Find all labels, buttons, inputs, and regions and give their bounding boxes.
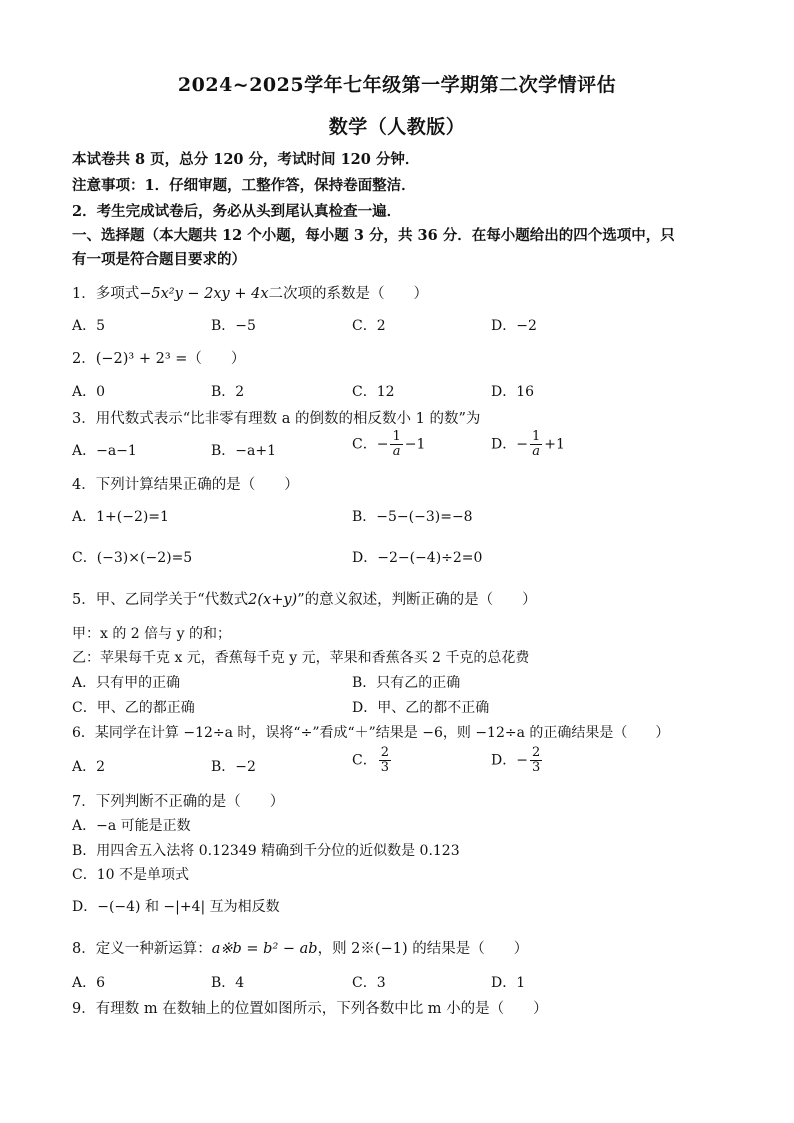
q5-option-b: B．只有乙的正确 — [352, 675, 461, 691]
q4-option-a: A．1+(−2)=1 — [72, 509, 169, 525]
q7-option-d: D．−(−4) 和 −|+4| 互为相反数 — [72, 899, 280, 915]
fraction-numerator: 2 — [531, 745, 541, 760]
q6-option-d — [491, 746, 544, 775]
q8-suffix: ，则 2※(−1) 的结果是（ ） — [317, 941, 529, 957]
fraction-numerator: 2 — [380, 745, 389, 760]
q1-suffix: 二次项的系数是（ ） — [268, 286, 429, 302]
q5-option-c: C．甲、乙的都正确 — [72, 700, 195, 716]
q1-option-c: C．2 — [352, 318, 386, 334]
q6-option-c — [352, 746, 393, 775]
q8-expression: a※b = b² − ab — [211, 941, 318, 957]
question-4: 4．下列计算结果正确的是（ ） — [72, 477, 299, 493]
fraction-numerator: 1 — [531, 429, 541, 444]
q5-statement-yi: 乙：苹果每千克 x 元，香蕉每千克 y 元，苹果和香蕉各买 2 千克的总花费 — [72, 650, 530, 666]
q2-prefix: 2． — [72, 351, 96, 367]
q4-option-c: C．(−3)×(−2)=5 — [72, 550, 193, 566]
q5-prefix: 5．甲、乙同学关于“代数式 — [72, 592, 249, 608]
exam-title: 2024~2025学年七年级第一学期第二次学情评估 — [177, 74, 617, 96]
q6-option-c-fraction — [379, 746, 391, 775]
q3-option-c-tail: −1 — [404, 436, 426, 453]
fraction-denominator: a — [392, 444, 401, 459]
q7-option-b: B．用四舍五入法将 0.12349 精确到千分位的近似数是 0.123 — [72, 843, 460, 859]
note-line-1: 本试卷共 8 页，总分 120 分，考试时间 120 分钟． — [72, 151, 420, 168]
question-5 — [72, 588, 537, 609]
q1-option-d: D．−2 — [491, 318, 537, 334]
fraction-denominator: 3 — [531, 760, 541, 775]
q8-option-a: A．6 — [72, 975, 106, 991]
q5-option-d: D．甲、乙的都不正确 — [352, 700, 490, 716]
q3-option-b: B．−a+1 — [211, 443, 277, 459]
q4-option-b: B．−5−(−3)=−8 — [352, 509, 473, 525]
q4-option-d: D．−2−(−4)÷2=0 — [352, 550, 483, 566]
q1-expression: −5x²y − 2xy + 4x — [139, 286, 269, 302]
q5-expression: 2(x+y) — [248, 592, 298, 608]
q3-option-d-fraction — [530, 430, 542, 459]
fraction-numerator: 1 — [392, 429, 401, 444]
q2-expression: (−2)³ + 2³ = — [95, 351, 188, 367]
q3-option-c — [352, 430, 425, 459]
q3-option-d — [491, 430, 565, 459]
q7-option-a: A．−a 可能是正数 — [72, 818, 191, 834]
note-line-2: 注意事项：1．仔细审题，工整作答，保持卷面整洁． — [72, 177, 416, 194]
question-2 — [72, 347, 245, 368]
q7-option-c: C．10 不是单项式 — [72, 867, 189, 883]
question-8 — [72, 937, 528, 958]
exam-subtitle: 数学（人教版） — [328, 116, 466, 138]
q3-option-c-label: C．− — [352, 436, 389, 453]
q5-statement-jia: 甲：x 的 2 倍与 y 的和； — [72, 626, 231, 642]
question-6: 6．某同学在计算 −12÷a 时，误将“÷”看成“＋”结果是 −6，则 −12÷a 的正确结果是（ ） — [72, 725, 670, 741]
q6-option-b: B．−2 — [211, 759, 256, 775]
q6-option-d-fraction — [530, 746, 542, 775]
section-heading-line-1: 一、选择题（本大题共 12 个小题，每小题 3 分，共 36 分．在每小题给出的四个选项中，只 — [72, 227, 675, 244]
section-heading-line-2: 有一项是符合题目要求的） — [72, 251, 246, 268]
q2-option-c: C．12 — [352, 384, 395, 400]
q2-option-a: A．0 — [72, 384, 106, 400]
q8-prefix: 8．定义一种新运算： — [72, 941, 212, 957]
q3-option-c-fraction — [390, 430, 402, 459]
q6-option-c-label: C． — [352, 752, 377, 769]
q2-suffix: （ ） — [187, 351, 246, 367]
q3-option-d-tail: +1 — [544, 436, 565, 453]
q6-option-a: A．2 — [72, 759, 106, 775]
question-9: 9．有理数 m 在数轴上的位置如图所示，下列各数中比 m 小的是（ ） — [72, 1001, 548, 1017]
note-line-3: 2．考生完成试卷后，务必从头到尾认真检查一遍． — [72, 203, 402, 220]
fraction-denominator: a — [532, 444, 540, 459]
q2-option-d: D．16 — [491, 384, 535, 400]
q1-prefix: 1．多项式 — [72, 286, 140, 302]
q2-option-b: B．2 — [211, 384, 245, 400]
q1-option-b: B．−5 — [211, 318, 256, 334]
q8-option-b: B．4 — [211, 975, 245, 991]
q3-option-a: A．−a−1 — [72, 443, 137, 459]
q3-option-d-label: D．− — [491, 436, 528, 453]
question-7: 7．下列判断不正确的是（ ） — [72, 794, 285, 810]
q6-option-d-label: D．− — [491, 752, 528, 769]
question-1 — [72, 282, 428, 303]
q1-option-a: A．5 — [72, 318, 106, 334]
q5-suffix: ”的意义叙述，判断正确的是（ ） — [297, 592, 537, 608]
question-3: 3．用代数式表示“比非零有理数 a 的倒数的相反数小 1 的数”为 — [72, 411, 481, 427]
q5-option-a: A．只有甲的正确 — [72, 675, 181, 691]
q8-option-d: D．1 — [491, 975, 526, 991]
q8-option-c: C．3 — [352, 975, 386, 991]
fraction-denominator: 3 — [380, 760, 389, 775]
